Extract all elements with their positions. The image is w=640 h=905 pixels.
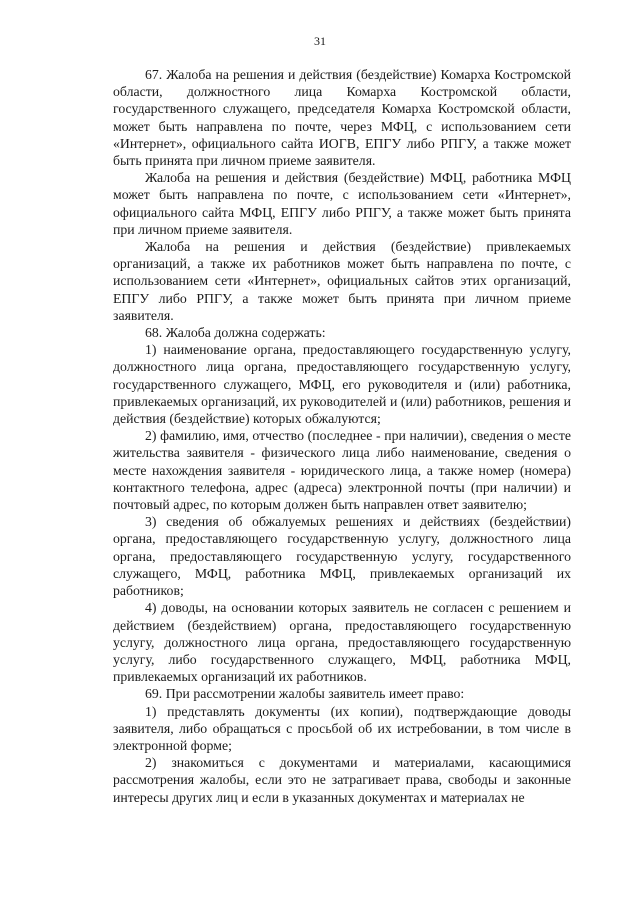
list-item-69-1: 1) представлять документы (их копии), подтверждающие доводы заявителя, либо обращаться с просьбой об их истребовании, в том числе в электронной форме; xyxy=(113,703,571,753)
paragraph-mfc-complaint: Жалоба на решения и действия (бездействие) МФЦ, работника МФЦ может быть направлена по почте, с использованием сети «Интернет», официального сайта МФЦ, ЕПГУ либо РПГУ, а также может быть принята при личном приеме заявителя. xyxy=(113,170,571,237)
paragraph-69: 69. При рассмотрении жалобы заявитель имеет право: xyxy=(145,686,465,702)
list-item-69-2: 2) знакомиться с документами и материалами, касающимися рассмотрения жалобы, если это не затрагивает права, свободы и законные интересы других лиц и если в указанных документах и материалах не xyxy=(113,755,571,805)
list-item-68-1: 1) наименование органа, предоставляющего государственную услугу, должностного лица органа, предоставляющего государственную услугу, государственного служащего, МФЦ, его руководителя и (или) работника, привлекаемых организаций, их руководителей и (или) работников, решения и действия (бездействие) которых обжалуются; xyxy=(113,342,571,427)
paragraph-68: 68. Жалоба должна содержать: xyxy=(145,325,326,341)
document-body xyxy=(113,66,571,806)
page-number: 31 xyxy=(314,34,326,48)
list-item-68-3: 3) сведения об обжалуемых решениях и действиях (бездействии) органа, предоставляющего государственную услугу, должностного лица органа, предоставляющего государственную услугу, государственного служащего, МФЦ, работника МФЦ, привлекаемых организаций их работников; xyxy=(113,514,571,599)
paragraph-67: 67. Жалоба на решения и действия (бездействие) Комарха Костромской области, должностного лица Комарха Костромской области, государственного служащего, председателя Комарха Костромской области, может быть направлена по почте, через МФЦ, с использованием сети «Интернет», официального сайта ИОГВ, ЕПГУ либо РПГУ, а также может быть принята при личном приеме заявителя. xyxy=(113,67,571,169)
paragraph-organizations-complaint: Жалоба на решения и действия (бездействие) привлекаемых организаций, а также их работников может быть направлена по почте, с использованием сети «Интернет», официальных сайтов этих организаций, ЕПГУ либо РПГУ, а также может быть принята при личном приеме заявителя. xyxy=(113,239,571,323)
list-item-68-4: 4) доводы, на основании которых заявитель не согласен с решением и действием (бездействием) органа, предоставляющего государственную услугу, должностного лица органа, предоставляющего государственную услугу, либо государственного служащего, МФЦ, работника МФЦ, привлекаемых организаций их работников. xyxy=(113,600,571,685)
list-item-68-2: 2) фамилию, имя, отчество (последнее - при наличии), сведения о месте жительства заявителя - физического лица либо наименование, сведения о месте нахождения заявителя - юридического лица, а также номер (номера) контактного телефона, адрес (адреса) электронной почты (при наличии) и почтовый адрес, по которым должен быть направлен ответ заявителю; xyxy=(113,428,571,513)
